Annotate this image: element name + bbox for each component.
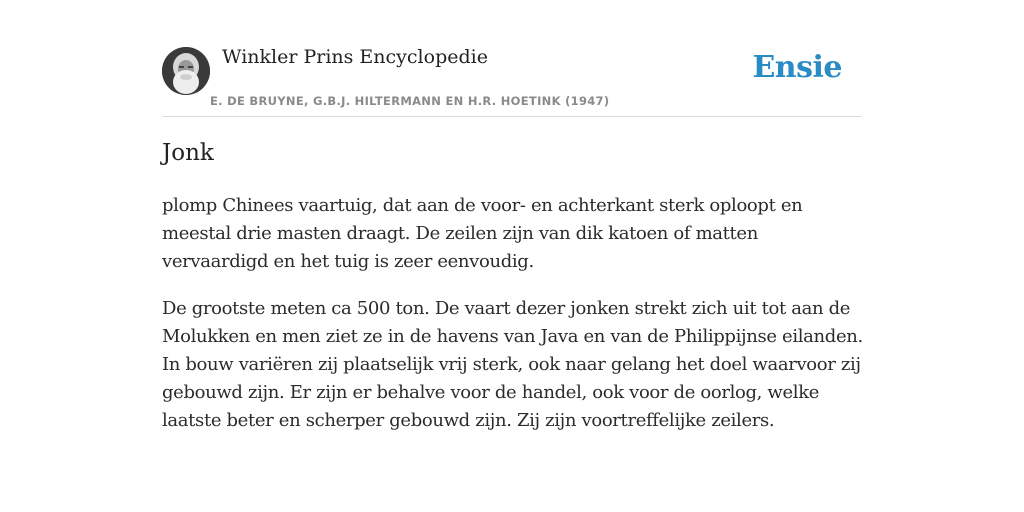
entry-paragraph: De grootste meten ca 500 ton. De vaart dezer jonken strekt zich uit tot aan de Molukken en men ziet ze in de havens van Java en van de Philippijnse eilanden. In bouw variëren zij plaatselijk vrij sterk, ook naar gelang het doel waarvoor zij gebouwd zijn. Er zijn er behalve voor de handel, ook voor de oorlog, welke laatste beter en scherper gebouwd zijn. Zij zijn voortreffelijke zeilers. (162, 298, 863, 431)
page-header (162, 0, 862, 117)
brand-logo[interactable]: Ensie (752, 50, 842, 85)
entry-body (162, 192, 864, 454)
page (162, 0, 863, 431)
entry-paragraph: plomp Chinees vaartuig, dat aan de voor- en achterkant sterk oploopt en meestal drie masten draagt. De zeilen zijn van dik katoen of matten vervaardigd en het tuig is zeer eenvoudig. (162, 195, 803, 272)
site-title[interactable]: Winkler Prins Encyclopedie (222, 46, 488, 68)
authors-byline: E. DE BRUYNE, G.B.J. HILTERMANN EN H.R. HOETINK (1947) (210, 94, 610, 108)
author-avatar[interactable] (162, 47, 210, 95)
entry-title: Jonk (162, 140, 214, 166)
bearded-man-portrait-icon (162, 47, 210, 95)
